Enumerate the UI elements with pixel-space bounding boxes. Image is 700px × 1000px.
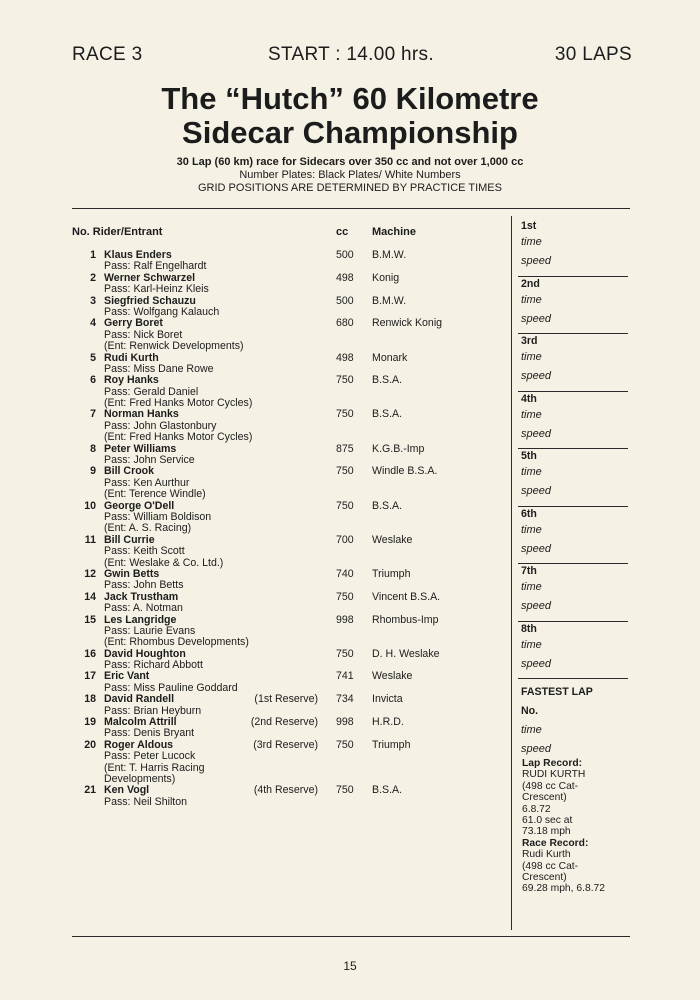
time-label: time xyxy=(521,408,542,421)
passenger-or-entrant: Pass: Brian Heyburn xyxy=(104,704,202,717)
entry-number: 20 xyxy=(84,738,96,751)
passenger-or-entrant: (Ent: Fred Hanks Motor Cycles) xyxy=(104,397,253,410)
entry-detail-line xyxy=(72,637,510,648)
rider-name: Malcolm Attrill xyxy=(104,716,177,729)
reserve-note: (4th Reserve) xyxy=(253,784,318,797)
lap-record-line: Crescent) xyxy=(522,792,567,804)
time-label: time xyxy=(521,638,542,651)
entry-detail-line xyxy=(72,580,510,591)
entry-list xyxy=(72,250,510,808)
speed-label: speed xyxy=(521,312,551,325)
number-plates-note: Number Plates: Black Plates/ White Numbers xyxy=(239,169,461,181)
engine-cc: 750 xyxy=(336,738,354,751)
place-label: 6th xyxy=(521,507,537,520)
passenger-or-entrant: Pass: A. Notman xyxy=(104,602,183,615)
entry-number: 5 xyxy=(90,351,96,364)
time-label: time xyxy=(521,351,542,363)
engine-cc: 740 xyxy=(336,567,354,580)
machine-name: B.S.A. xyxy=(372,374,403,387)
reserve-note: (2nd Reserve) xyxy=(250,716,318,729)
engine-cc: 500 xyxy=(336,249,354,261)
passenger-or-entrant: Pass: Wolfgang Kalauch xyxy=(104,305,220,318)
passenger-or-entrant: (Ent: T. Harris Racing xyxy=(104,761,205,774)
rider-name: Roy Hanks xyxy=(104,374,159,387)
entry-number: 9 xyxy=(90,465,96,478)
engine-cc: 498 xyxy=(336,351,354,364)
lap-count: 30 LAPS xyxy=(554,44,632,65)
machine-name: Konig xyxy=(372,271,400,284)
race-record-line: (498 cc Cat- xyxy=(522,860,579,872)
machine-name: Weslake xyxy=(372,670,413,683)
race-entry xyxy=(72,671,510,694)
speed-label: speed xyxy=(521,600,551,612)
time-label: time xyxy=(521,581,542,593)
entry-detail-line xyxy=(72,797,510,808)
column-header-machine: Machine xyxy=(372,226,417,238)
machine-name: B.M.W. xyxy=(372,249,407,261)
rider-name: Bill Currie xyxy=(104,533,155,546)
engine-cc: 998 xyxy=(336,716,354,729)
rider-name: David Randell xyxy=(104,693,175,706)
passenger-or-entrant: Pass: Gerald Daniel xyxy=(104,385,199,398)
machine-name: K.G.B.-Imp xyxy=(372,442,425,455)
entry-number: 17 xyxy=(84,670,96,683)
lap-record-line: 61.0 sec at xyxy=(522,815,573,827)
column-header-cc: cc xyxy=(336,226,349,238)
lap-record-line: RUDI KURTH xyxy=(522,769,586,781)
rider-name: David Houghton xyxy=(104,647,186,660)
engine-cc: 998 xyxy=(336,613,354,626)
engine-cc: 750 xyxy=(336,499,354,512)
place-label: 7th xyxy=(521,565,537,577)
race-number: RACE 3 xyxy=(72,44,143,65)
place-label: 5th xyxy=(521,450,537,462)
time-label: time xyxy=(521,466,542,478)
machine-name: Windle B.S.A. xyxy=(372,465,438,478)
entry-number: 3 xyxy=(90,294,96,307)
entry-detail-line xyxy=(72,432,510,443)
entry-number: 14 xyxy=(84,590,96,603)
race-entry xyxy=(72,740,510,786)
rider-name: Roger Aldous xyxy=(104,738,174,751)
engine-cc: 498 xyxy=(336,271,354,284)
place-label: 2nd xyxy=(521,277,540,290)
machine-name: Vincent B.S.A. xyxy=(372,590,441,603)
passenger-or-entrant: Pass: John Service xyxy=(104,454,195,467)
entry-detail-line xyxy=(72,751,510,762)
passenger-or-entrant: (Ent: Fred Hanks Motor Cycles) xyxy=(104,431,253,444)
result-slot xyxy=(521,277,631,335)
machine-name: B.S.A. xyxy=(372,499,403,512)
machine-name: H.R.D. xyxy=(372,716,404,729)
passenger-or-entrant: Pass: Neil Shilton xyxy=(104,795,188,808)
machine-name: Monark xyxy=(372,351,408,364)
engine-cc: 750 xyxy=(336,465,354,478)
entry-number: 2 xyxy=(90,271,96,284)
result-slot xyxy=(521,334,631,392)
passenger-or-entrant: (Ent: Terence Windle) xyxy=(104,488,206,501)
engine-cc: 750 xyxy=(336,590,354,603)
rider-name: Werner Schwarzel xyxy=(104,271,196,284)
machine-name: D. H. Weslake xyxy=(372,647,440,660)
machine-name: B.M.W. xyxy=(372,294,407,307)
entry-detail-line xyxy=(72,603,510,614)
lap-record-line: 73.18 mph xyxy=(522,826,571,838)
result-slot xyxy=(521,564,631,622)
slot-divider xyxy=(518,678,628,679)
race-header xyxy=(72,44,632,70)
race-entry xyxy=(72,501,510,535)
passenger-or-entrant: Pass: Richard Abbott xyxy=(104,659,203,672)
page-number: 15 xyxy=(343,959,357,973)
race-entry xyxy=(72,592,510,615)
entry-number: 8 xyxy=(90,442,96,455)
engine-cc: 750 xyxy=(336,647,354,660)
race-entry xyxy=(72,273,510,296)
place-label: 4th xyxy=(521,392,537,405)
rider-name: Peter Williams xyxy=(104,442,177,455)
race-entry xyxy=(72,375,510,409)
rider-name: Klaus Enders xyxy=(104,249,172,261)
page-title xyxy=(0,82,700,150)
race-entry xyxy=(72,535,510,569)
entry-number: 1 xyxy=(90,249,96,261)
machine-name: Rhombus-Imp xyxy=(372,613,439,626)
column-header-rider: No. Rider/Entrant xyxy=(72,226,163,238)
entry-number: 19 xyxy=(84,716,96,729)
rider-name: Gwin Betts xyxy=(104,567,160,580)
entry-number: 12 xyxy=(84,567,96,580)
engine-cc: 500 xyxy=(336,294,354,307)
top-divider xyxy=(72,208,630,209)
lap-record-line: (498 cc Cat- xyxy=(522,780,579,792)
passenger-or-entrant: Pass: John Glastonbury xyxy=(104,419,217,432)
results-panel xyxy=(521,219,631,759)
time-label: time xyxy=(521,236,542,248)
speed-label: speed xyxy=(521,485,551,497)
fastest-lap-slot xyxy=(521,679,631,759)
race-record-heading: Race Record: xyxy=(522,837,589,849)
machine-name: Triumph xyxy=(372,738,411,751)
start-time: START : 14.00 hrs. xyxy=(268,44,434,65)
speed-label: speed xyxy=(521,657,551,670)
race-entry xyxy=(72,785,510,808)
passenger-or-entrant: Pass: Miss Pauline Goddard xyxy=(104,681,238,694)
grid-positions-note: GRID POSITIONS ARE DETERMINED BY PRACTICE TIMES xyxy=(198,182,502,194)
passenger-or-entrant: Pass: William Boldison xyxy=(104,510,212,523)
passenger-or-entrant: Pass: Ralf Engelhardt xyxy=(104,260,207,273)
rider-name: Gerry Boret xyxy=(104,317,163,330)
speed-label: speed xyxy=(521,542,551,555)
engine-cc: 700 xyxy=(336,533,354,546)
engine-cc: 734 xyxy=(336,693,354,706)
entry-detail-line xyxy=(72,489,510,500)
machine-name: Renwick Konig xyxy=(372,317,443,330)
column-divider xyxy=(511,216,512,930)
rider-name: Jack Trustham xyxy=(104,590,179,603)
bottom-divider xyxy=(72,936,630,937)
place-label: 8th xyxy=(521,622,537,635)
machine-name: Weslake xyxy=(372,533,413,546)
rider-name: Norman Hanks xyxy=(104,408,179,421)
race-entry xyxy=(72,318,510,352)
passenger-or-entrant: (Ent: Rhombus Developments) xyxy=(104,636,249,649)
reserve-note: (1st Reserve) xyxy=(254,693,318,706)
passenger-or-entrant: (Ent: Weslake & Co. Ltd.) xyxy=(104,556,224,569)
entry-number: 10 xyxy=(84,499,96,512)
race-entry xyxy=(72,717,510,740)
race-entry xyxy=(72,296,510,319)
rider-name: George O'Dell xyxy=(104,499,175,512)
passenger-or-entrant: Pass: Miss Dane Rowe xyxy=(104,362,214,375)
fastest-lap-label: FASTEST LAP xyxy=(521,686,593,698)
engine-cc: 750 xyxy=(336,784,354,797)
entry-number: 15 xyxy=(84,613,96,626)
result-slot xyxy=(521,507,631,565)
records-box xyxy=(522,758,630,895)
speed-label: speed xyxy=(521,427,551,440)
passenger-or-entrant: Pass: John Betts xyxy=(104,579,184,592)
passenger-or-entrant: Pass: Karl-Heinz Kleis xyxy=(104,283,209,296)
race-entry xyxy=(72,615,510,649)
race-record-line: Crescent) xyxy=(522,872,567,884)
machine-name: B.S.A. xyxy=(372,408,403,421)
result-slot xyxy=(521,622,631,680)
engine-cc: 875 xyxy=(336,442,354,455)
title-line-2: Sidecar Championship xyxy=(182,115,518,150)
place-label: 3rd xyxy=(521,335,538,347)
rider-name: Siegfried Schauzu xyxy=(104,294,196,307)
entry-number: 18 xyxy=(84,693,96,706)
race-entry xyxy=(72,250,510,273)
race-entry xyxy=(72,409,510,443)
time-label: time xyxy=(521,523,542,536)
time-label: time xyxy=(521,293,542,306)
entry-main-line xyxy=(72,694,510,705)
race-entry xyxy=(72,444,510,467)
rider-name: Les Langridge xyxy=(104,613,177,626)
speed-label: speed xyxy=(521,370,551,382)
engine-cc: 750 xyxy=(336,374,354,387)
race-record-line: 69.28 mph, 6.8.72 xyxy=(522,883,606,895)
speed-label: speed xyxy=(521,255,551,267)
passenger-or-entrant: (Ent: A. S. Racing) xyxy=(104,522,192,535)
passenger-or-entrant: (Ent: Renwick Developments) xyxy=(104,340,244,353)
result-slot xyxy=(521,219,631,277)
place-label: 1st xyxy=(521,220,537,232)
entry-number: 21 xyxy=(84,784,96,797)
entry-number: 7 xyxy=(90,408,96,421)
time-label: time xyxy=(521,724,542,736)
passenger-or-entrant: Pass: Denis Bryant xyxy=(104,727,195,740)
passenger-or-entrant: Pass: Laurie Evans xyxy=(104,624,196,637)
fastest-lap-number-label: No. xyxy=(521,705,539,717)
race-entry xyxy=(72,694,510,717)
machine-name: B.S.A. xyxy=(372,784,403,797)
race-record-line: Rudi Kurth xyxy=(522,849,571,861)
entry-detail-line xyxy=(72,341,510,352)
passenger-or-entrant: Pass: Peter Lucock xyxy=(104,750,196,763)
result-slot xyxy=(521,449,631,507)
entry-detail-line xyxy=(72,284,510,295)
lap-record-line: 6.8.72 xyxy=(522,803,551,815)
passenger-or-entrant: Developments) xyxy=(104,772,176,785)
rider-name: Bill Crook xyxy=(104,465,155,478)
engine-cc: 680 xyxy=(336,317,354,330)
passenger-or-entrant: Pass: Nick Boret xyxy=(104,328,183,341)
passenger-or-entrant: Pass: Ken Aurthur xyxy=(104,476,190,489)
entry-number: 16 xyxy=(84,647,96,660)
reserve-note: (3rd Reserve) xyxy=(253,738,318,751)
title-line-1: The “Hutch” 60 Kilometre xyxy=(161,81,539,116)
lap-record-heading: Lap Record: xyxy=(522,758,583,769)
engine-cc: 741 xyxy=(336,670,354,683)
race-entry xyxy=(72,569,510,592)
passenger-or-entrant: Pass: Keith Scott xyxy=(104,545,185,558)
rider-name: Eric Vant xyxy=(104,670,150,683)
machine-name: Invicta xyxy=(372,693,403,706)
engine-cc: 750 xyxy=(336,408,354,421)
race-entry xyxy=(72,649,510,672)
rider-name: Rudi Kurth xyxy=(104,351,159,364)
entry-detail-line xyxy=(72,546,510,557)
entry-number: 6 xyxy=(90,374,96,387)
entry-number: 4 xyxy=(90,317,96,330)
race-entry xyxy=(72,353,510,376)
race-description: 30 Lap (60 km) race for Sidecars over 350 cc and not over 1,000 cc xyxy=(176,156,524,168)
entry-number: 11 xyxy=(84,533,96,546)
machine-name: Triumph xyxy=(372,567,411,580)
rider-name: Ken Vogl xyxy=(104,784,150,797)
entry-main-line xyxy=(72,375,510,386)
speed-label: speed xyxy=(521,743,551,755)
result-slot xyxy=(521,392,631,450)
race-entry xyxy=(72,466,510,500)
